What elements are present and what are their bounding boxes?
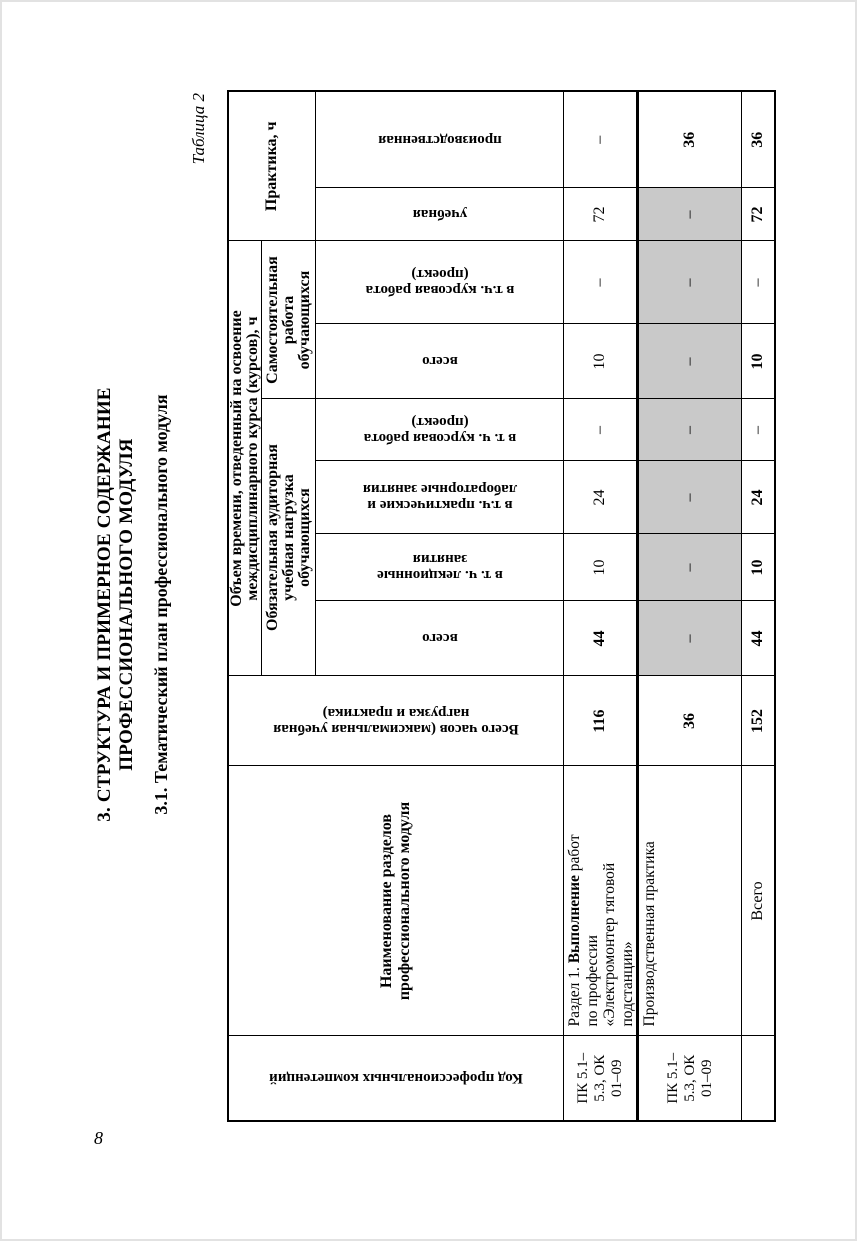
cell-aud-course: – (742, 399, 775, 461)
cell-lectures: 10 (742, 534, 775, 601)
col-header-aud-total-text: всего (421, 630, 458, 647)
cell-total: 152 (742, 676, 775, 766)
cell-aud-total: – (638, 601, 742, 676)
cell-edu: 72 (564, 188, 638, 241)
col-header-practice-prod (316, 91, 564, 188)
cell-practical: 24 (742, 461, 775, 534)
cell-practical: 24 (564, 461, 638, 534)
col-header-aud-course-text: в т. ч. курсовая работа (проект) (363, 414, 516, 446)
col-header-lectures (316, 534, 564, 601)
col-header-total-hours (228, 676, 564, 766)
cell-edu: – (638, 188, 742, 241)
group-header-self-work (262, 241, 316, 399)
col-header-aud-course (316, 399, 564, 461)
page-number: 8 (94, 1128, 103, 1148)
col-header-self-total (316, 324, 564, 399)
section-subheading: 3.1. Тематический план профессионального модуля (151, 394, 171, 815)
col-header-self-total-text: всего (421, 353, 458, 370)
cell-kod-text: ПК 5.1–5.3, ОК 01–09 (574, 1052, 625, 1104)
cell-aud-total: 44 (742, 601, 775, 676)
col-header-name-text: Наименование разделов профессионального модуля (378, 801, 413, 1001)
group-header-auditory (262, 399, 316, 676)
col-header-lectures-text: в т. ч. лекционные занятия (376, 551, 503, 584)
cell-name: Всего (742, 766, 775, 1036)
cell-self-total: 10 (564, 324, 638, 399)
col-header-practice-edu-text: учебная (412, 206, 467, 223)
group-header-auditory-text: Обязательная аудиторная учебная нагрузка обучающихся (263, 444, 313, 631)
cell-kod (638, 1036, 742, 1121)
group-header-self-work-text: Самостоятельная работа обучающихся (263, 256, 313, 384)
cell-lectures: – (638, 534, 742, 601)
col-header-practical (316, 461, 564, 534)
cell-self-total: 10 (742, 324, 775, 399)
col-header-kod-text: Код профессиональных компетенций (269, 1070, 523, 1087)
col-header-self-course-text: в т.ч. курсовая работа (проект) (365, 266, 514, 299)
cell-name (564, 766, 638, 1036)
table-caption: Таблица 2 (189, 93, 208, 165)
cell-prod: 36 (742, 91, 775, 188)
rotated-content (86, 87, 778, 1122)
cell-practical: – (638, 461, 742, 534)
cell-name-text (566, 832, 636, 1027)
cell-aud-course: – (564, 399, 638, 461)
col-header-total-hours-text: Всего часов (максимальная учебная нагрузка и практика) (273, 705, 519, 737)
name-bold: Выполнение (566, 875, 583, 964)
table-row-practice (638, 91, 742, 1121)
cell-lectures: 10 (564, 534, 638, 601)
group-header-volume-text: Объем времени, отведенный на освоение междисциплинарного курса (курсов), ч (228, 310, 261, 607)
table-row-section1 (564, 91, 638, 1121)
col-header-aud-total (316, 601, 564, 676)
col-header-practice-prod-text: производственная (377, 131, 502, 148)
name-rest: работ по профессии «Электромонтер тяговой подстанции» (566, 834, 636, 1027)
col-header-practice-edu (316, 188, 564, 241)
cell-name-text: Производственная практика (641, 841, 658, 1027)
name-prefix: Раздел 1. (566, 963, 583, 1027)
col-header-practical-text: в т.ч. практические и лабораторные занятия (362, 481, 517, 514)
col-header-name (228, 766, 564, 1036)
cell-self-course: – (638, 241, 742, 324)
cell-aud-course: – (638, 399, 742, 461)
group-header-practice: Практика, ч (228, 91, 316, 241)
cell-edu: 72 (742, 188, 775, 241)
cell-self-total: – (638, 324, 742, 399)
cell-prod: – (564, 91, 638, 188)
cell-kod (742, 1036, 775, 1121)
cell-aud-total: 44 (564, 601, 638, 676)
col-header-kod (228, 1036, 564, 1121)
section-heading-line2: ПРОФЕССИОНАЛЬНОГО МОДУЛЯ (116, 438, 137, 771)
section-heading (94, 87, 138, 1122)
cell-name (638, 766, 742, 1036)
cell-prod: 36 (638, 91, 742, 188)
cell-self-course: – (742, 241, 775, 324)
cell-self-course: – (564, 241, 638, 324)
thematic-plan-table (227, 90, 776, 1122)
table-row-total (742, 91, 775, 1121)
cell-total: 116 (564, 676, 638, 766)
cell-kod (564, 1036, 638, 1121)
cell-kod-text: ПК 5.1–5.3, ОК 01–09 (664, 1052, 715, 1104)
col-header-self-course (316, 241, 564, 324)
cell-total: 36 (638, 676, 742, 766)
section-heading-line1: 3. СТРУКТУРА И ПРИМЕРНОЕ СОДЕРЖАНИЕ (94, 387, 115, 822)
group-header-volume (228, 241, 262, 676)
